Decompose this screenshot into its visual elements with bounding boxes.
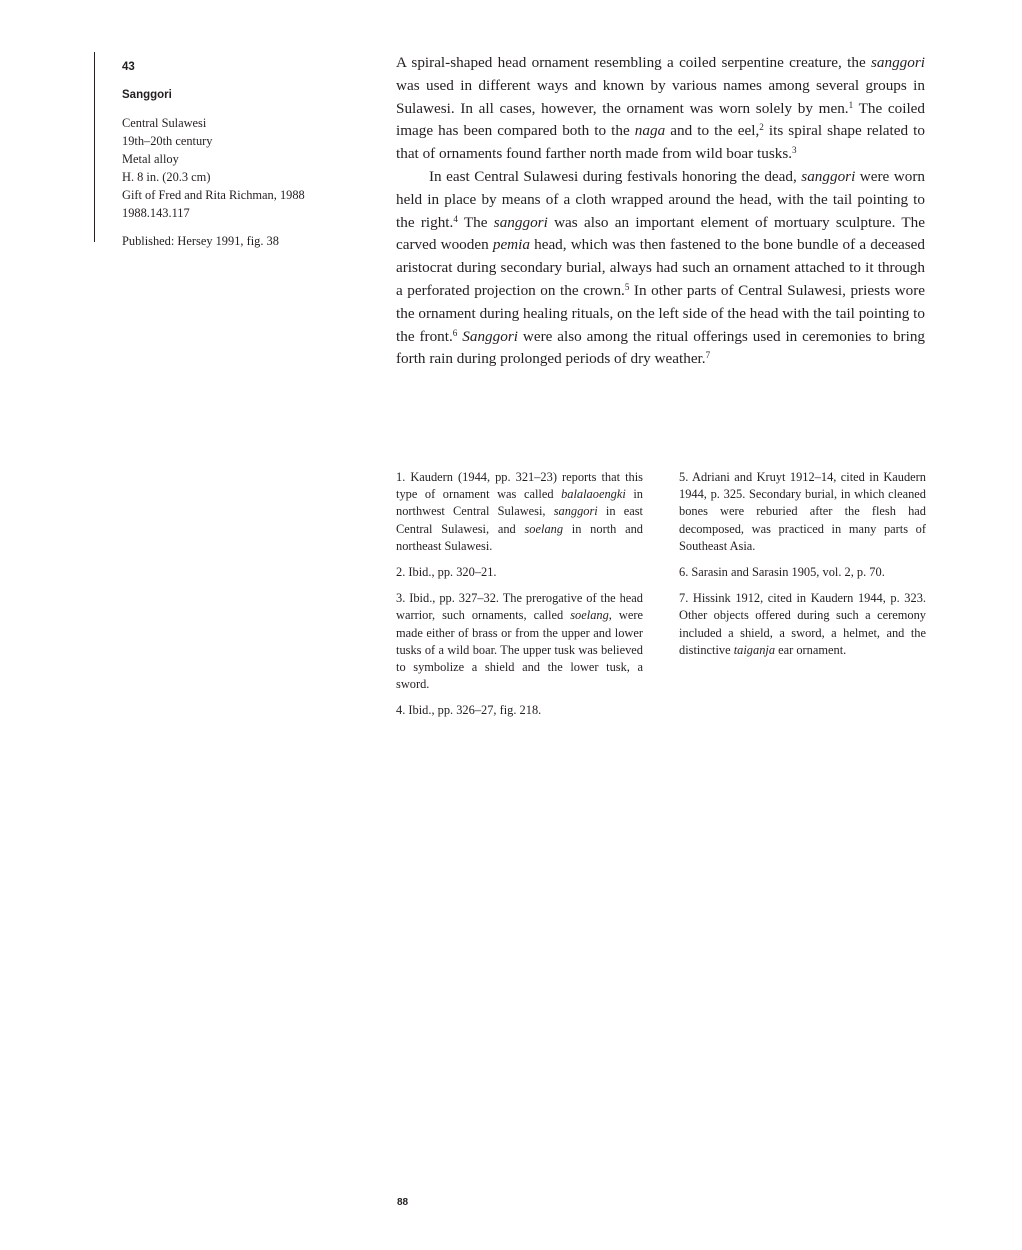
note-3: 3. Ibid., pp. 327–32. The prerogative of the head warrior, such ornaments, called soelang, were made either of brass or from the upper and lower tusks of a wild boar. The upper tusk was believed to symbolize a shield and the lower tusk, a sword.	[396, 591, 643, 692]
margin-rule	[94, 52, 95, 242]
notes-column-left	[396, 469, 643, 729]
footnote-ref: 2	[759, 122, 764, 133]
note-4: 4. Ibid., pp. 326–27, fig. 218.	[396, 703, 542, 718]
note-1: 1. Kaudern (1944, pp. 321–23) reports that this type of ornament was called balalaoengki in northwest Central Sulawesi, sanggori in east Central Sulawesi, and soelang in north and northeast Sulawesi.	[396, 470, 643, 553]
published-reference: Published: Hersey 1991, fig. 38	[122, 234, 279, 248]
catalog-title: Sanggori	[122, 89, 172, 101]
notes-column-right	[679, 469, 926, 668]
paragraph-2: In east Central Sulawesi during festivals honoring the dead, sanggori were worn held in place by means of a cloth wrapped around the head, with the tail pointing to the right.$^4$ The sanggori was also an important element of mortuary sculpture. The carved wooden pemia head, which was then fastened to the bone bundle of a deceased aristocrat during secondary burial, always had such an ornament attached to it through a perforated projection on the crown.$^5$ In other parts of Central Sulawesi, priests wore the ornament during healing rituals, on the left side of the head with the tail pointing to the front.$^6$ Sanggori were also among the ritual offerings used in ceremonies to bring forth rain during prolonged periods of dry weather.$^7$	[396, 167, 926, 368]
note-2: 2. Ibid., pp. 320–21.	[396, 565, 497, 580]
main-text	[396, 52, 925, 371]
metadata-date: 19th–20th century	[122, 134, 213, 148]
note-6: 6. Sarasin and Sarasin 1905, vol. 2, p. 70.	[679, 565, 885, 580]
metadata-origin: Central Sulawesi	[122, 116, 207, 130]
metadata-credit: Gift of Fred and Rita Richman, 1988	[122, 188, 305, 202]
paragraph-1: A spiral-shaped head ornament resembling a coiled serpentine creature, the sanggori was used in different ways and known by various names among several groups in Sulawesi. In all cases, however, the ornament was worn solely by men.$^1$ The coiled image has been compared both to the naga and to the eel,$^2$ its spiral shape related to that of ornaments found farther north made from wild boar tusks.$^3$	[396, 54, 925, 163]
catalog-sidebar	[122, 58, 352, 250]
footnote-ref: 3	[792, 145, 797, 156]
metadata-accession: 1988.143.117	[122, 206, 190, 220]
metadata-dimensions: H. 8 in. (20.3 cm)	[122, 170, 211, 184]
page-number: 88	[397, 1197, 409, 1208]
footnote-ref: 1	[848, 99, 854, 110]
metadata-material: Metal alloy	[122, 152, 179, 166]
footnote-ref: 5	[624, 281, 630, 292]
note-5: 5. Adriani and Kruyt 1912–14, cited in Kaudern 1944, p. 325. Secondary burial, in which cleaned bones were reburied after the flesh had decomposed, was practiced in many parts of Southeast Asia.	[679, 470, 926, 553]
footnote-ref: 7	[705, 350, 711, 361]
footnote-ref: 6	[452, 327, 458, 338]
object-metadata	[122, 114, 352, 222]
footnote-ref: 4	[453, 213, 458, 224]
note-7: 7. Hissink 1912, cited in Kaudern 1944, p. 323. Other objects offered during such a ceremony included a shield, a sword, a helmet, and the distinctive taiganja ear ornament.	[679, 591, 926, 657]
catalog-number: 43	[122, 61, 135, 73]
